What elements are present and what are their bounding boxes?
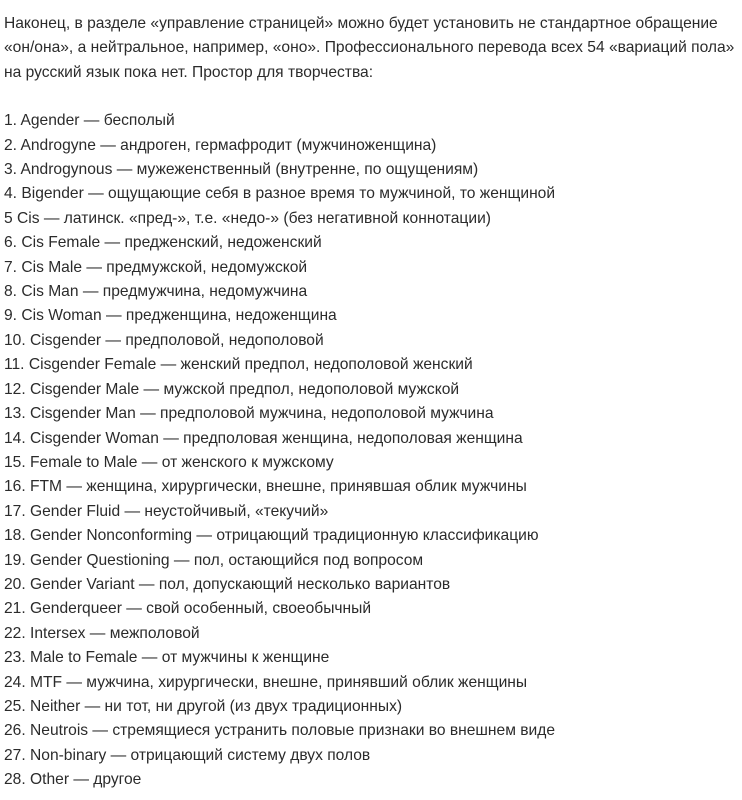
list-item: 10. Cisgender — предполовой, недополовой: [4, 331, 324, 349]
list-item: 8. Cis Man — предмужчина, недомужчина: [4, 283, 308, 301]
list-item: 2. Androgyne — андроген, гермафродит (мужчиноженщина): [4, 136, 437, 154]
list-item: 27. Non-binary — отрицающий систему двух полов: [4, 746, 371, 764]
intro-paragraph: Наконец, в разделе «управление страницей» можно будет установить не стандартное обращение «он/она», а нейтральное, например, «оно». Профессионального перевода всех 54 «вариаций пола» на русский язык пока нет. Простор для творчества:: [4, 15, 735, 81]
list-item: 21. Genderqueer — свой особенный, своеобычный: [4, 600, 372, 618]
list-item: 11. Cisgender Female — женский предпол, недополовой женский: [4, 356, 473, 374]
list-item: 3. Androgynous — мужеженственный (внутренне, по ощущениям): [4, 161, 479, 179]
list-item: 28. Other — другое: [4, 771, 142, 789]
list-item: 14. Cisgender Woman — предполовая женщина, недополовая женщина: [4, 429, 523, 447]
list-item: 22. Intersex — межполовой: [4, 624, 200, 642]
list-item: 6. Cis Female — предженский, недоженский: [4, 234, 322, 252]
list-item: 12. Cisgender Male — мужской предпол, недополовой мужской: [4, 380, 460, 398]
list-item: 16. FTM — женщина, хирургически, внешне, принявшая облик мужчины: [4, 478, 527, 496]
list-item: 1. Agender — бесполый: [4, 112, 175, 130]
list-item: 9. Cis Woman — предженщина, недоженщина: [4, 307, 337, 325]
list-item: 23. Male to Female — от мужчины к женщине: [4, 649, 330, 667]
list-item: 24. MTF — мужчина, хирургически, внешне, принявший облик женщины: [4, 673, 528, 691]
gender-list: [4, 109, 738, 792]
list-item: 17. Gender Fluid — неустойчивый, «текучий»: [4, 502, 329, 520]
list-item: 18. Gender Nonconforming — отрицающий традиционную классификацию: [4, 527, 539, 545]
list-item: 7. Cis Male — предмужской, недомужской: [4, 258, 308, 276]
list-item: 20. Gender Variant — пол, допускающий несколько вариантов: [4, 575, 451, 593]
list-item: 26. Neutrois — стремящиеся устранить половые признаки во внешнем виде: [4, 722, 556, 740]
list-item: 5 Cis — латинск. «пред-», т.е. «недо-» (без негативной коннотации): [4, 209, 491, 227]
list-item: 13. Cisgender Man — предполовой мужчина, недополовой мужчина: [4, 405, 494, 423]
list-item: 4. Bigender — ощущающие себя в разное время то мужчиной, то женщиной: [4, 185, 556, 203]
list-item: 15. Female to Male — от женского к мужскому: [4, 453, 334, 471]
list-item: 19. Gender Questioning — пол, остающийся под вопросом: [4, 551, 424, 569]
list-item: 25. Neither — ни тот, ни другой (из двух традиционных): [4, 697, 403, 715]
